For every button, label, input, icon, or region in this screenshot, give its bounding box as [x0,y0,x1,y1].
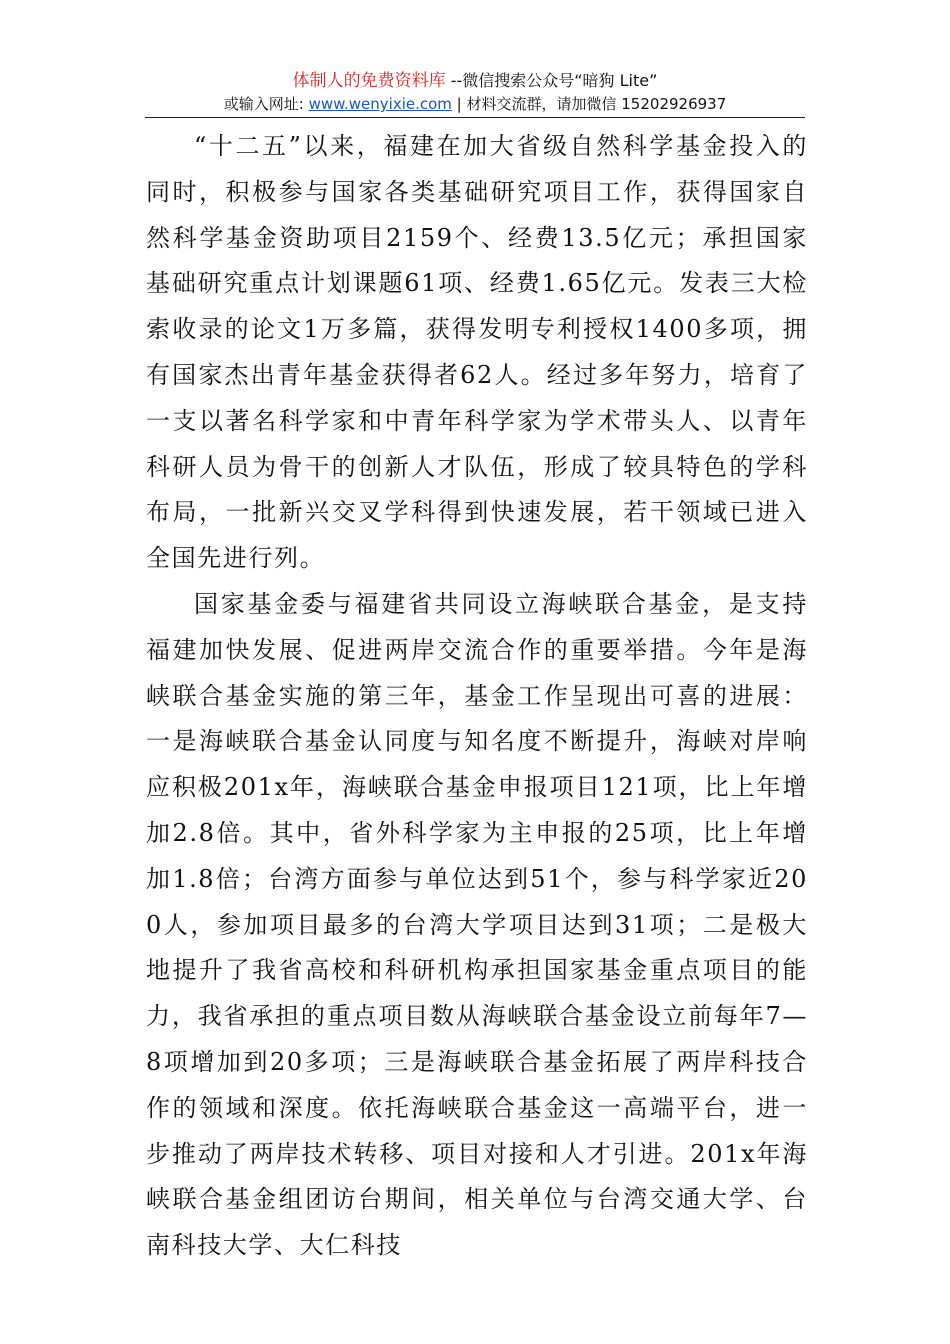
header-divider [145,117,805,118]
header-promo-line [0,70,950,92]
paragraph-2: 国家基金委与福建省共同设立海峡联合基金，是支持福建加快发展、促进两岸交流合作的重要举措。今年是海峡联合基金实施的第三年，基金工作呈现出可喜的进展：一是海峡联合基金认同度与知名度不断提升，海峡对岸响应积极201x年，海峡联合基金申报项目121项，比上年增加2.8倍。其中，省外科学家为主申报的25项，比上年增加1.8倍；台湾方面参与单位达到51个，参与科学家近200人，参加项目最多的台湾大学项目达到31项；二是极大地提升了我省高校和科研机构承担国家基金重点项目的能力，我省承担的重点项目数从海峡联合基金设立前每年7—8项增加到20多项；三是海峡联合基金拓展了两岸科技合作的领域和深度。依托海峡联合基金这一高端平台，进一步推动了两岸技术转移、项目对接和人才引进。201x年海峡联合基金组团访台期间，相关单位与台湾交通大学、台南科技大学、大仁科技 [146,589,808,1260]
page-header [0,70,950,116]
wechat-prompt: --微信搜索公众号“暗狗 Lite” [445,71,658,90]
website-link[interactable]: www.wenyixie.com [308,95,452,113]
url-prefix: 或输入网址: [223,95,309,113]
document-body [146,124,808,1269]
header-contact-line [0,92,950,116]
paragraph-1: “十二五”以来，福建在加大省级自然科学基金投入的同时，积极参与国家各类基础研究项目工作，获得国家自然科学基金资助项目2159个、经费13.5亿元；承担国家基础研究重点计划课题61项、经费1.65亿元。发表三大检索收录的论文1万多篇，获得发明专利授权1400多项，拥有国家杰出青年基金获得者62人。经过多年努力，培育了一支以著名科学家和中青年科学家为学术带头人、以青年科研人员为骨干的创新人才队伍，形成了较具特色的学科布局，一批新兴交叉学科得到快速发展，若干领域已进入全国先进行列。 [146,132,808,573]
brand-title: 体制人的免费资料库 [292,71,446,91]
contact-info: | 材料交流群，请加微信 15202926937 [451,95,727,113]
